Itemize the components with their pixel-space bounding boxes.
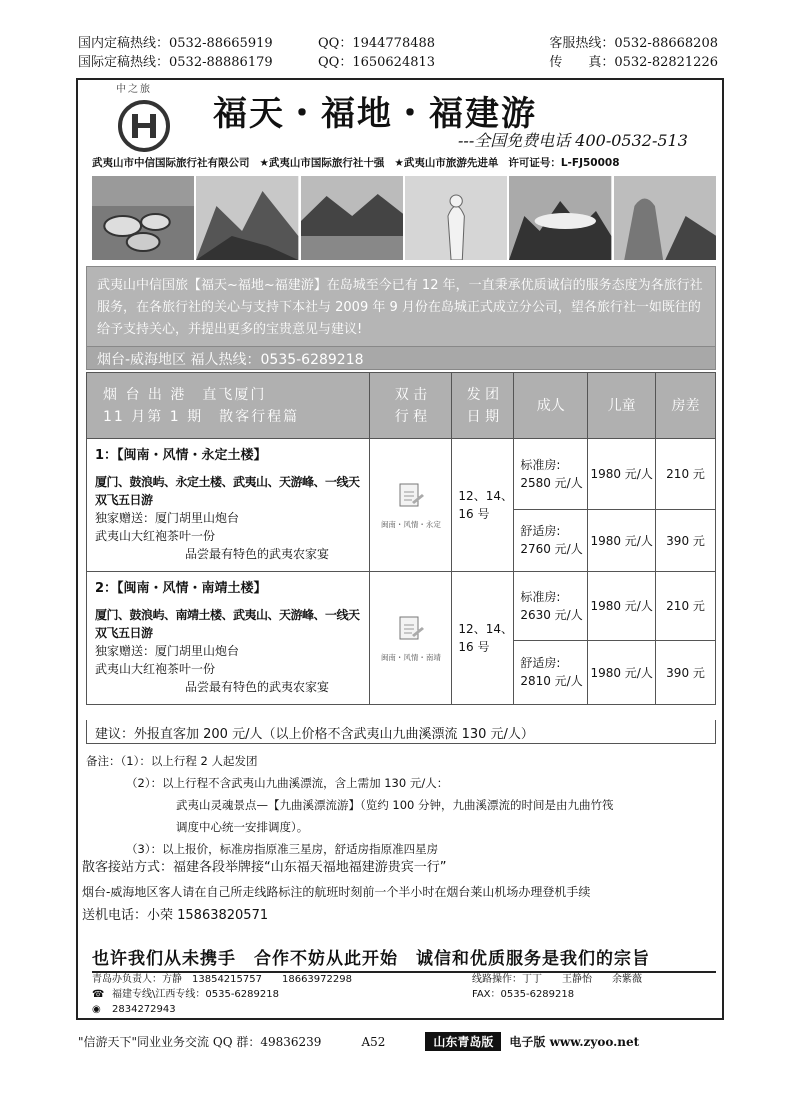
document-icon[interactable] bbox=[376, 613, 446, 661]
office-fax: FAX：0535-6289218 bbox=[472, 989, 575, 1000]
price-advice: 建议：外报直客加 200 元/人（以上价格不含武夷山九曲溪漂流 130 元/人） bbox=[86, 720, 716, 744]
remark-2c: 调度中心统一安排调度）。 bbox=[176, 820, 309, 834]
edition-badge: 山东青岛版 bbox=[425, 1032, 501, 1051]
scenery-photos bbox=[92, 176, 716, 260]
remarks bbox=[86, 750, 716, 860]
logo-text: 中之旅 bbox=[116, 84, 152, 95]
itinerary-table bbox=[86, 372, 716, 705]
office-qq: 2834272943 bbox=[112, 1004, 176, 1015]
photo-rock-sign bbox=[614, 176, 716, 260]
route-2-comfort-label: 舒适房: bbox=[520, 656, 561, 671]
intro-paragraph: 武夷山中信国旅【福天~福地~福建游】在岛城至今已有 12 年，一直秉承优质诚信的服务态度为各旅行社服务，在各旅行社的关心与支持下本社与 2009 年 9 月份在岛城正式成立分公司，望各旅行社一如既往的给予支持关心，并提出更多的宝贵意见与建议! bbox=[86, 266, 716, 350]
company-name: 武夷山市中信国际旅行社有限公司 bbox=[92, 157, 250, 169]
route-2-gift2: 武夷山大红袍茶叶一份 bbox=[95, 662, 216, 676]
route-2-gift1: 独家赠送：厦门胡里山炮台 bbox=[95, 644, 240, 658]
route-2-title: 2：【闽南・风情・南靖土楼】 bbox=[95, 581, 267, 596]
checkin-notice: 烟台-威海地区客人请在自己所走线路标注的航班时刻前一个半小时在烟台莱山机场办理登机手续 bbox=[82, 885, 591, 899]
route-1-thumb-caption: 闽南・风情・永定 bbox=[380, 520, 441, 529]
qq-icon: ◉ bbox=[92, 1004, 101, 1015]
route-2-itinerary-link[interactable] bbox=[370, 572, 452, 705]
toll-free-hotline: ---全国免费电话 400-0532-513 bbox=[458, 131, 688, 150]
route-1-title: 1：【闽南・风情・永定土楼】 bbox=[95, 448, 267, 463]
office-manager: 青岛办负责人：方静 13854215757 18663972298 bbox=[92, 974, 352, 985]
ad-header bbox=[78, 80, 722, 175]
photo-cloud-peak bbox=[509, 176, 611, 260]
remark-1: 备注：（1）：以上行程 2 人起发团 bbox=[86, 754, 258, 768]
table-title-line1: 烟 台 出 港 直飞厦门 bbox=[103, 386, 267, 403]
domestic-qq: QQ：1944778488 bbox=[318, 36, 436, 51]
pickup-info bbox=[82, 856, 718, 928]
award-top-ten: ★武夷山市国际旅行社十强 bbox=[259, 157, 385, 169]
route-2-meal: 品尝最有特色的武夷农家宴 bbox=[185, 680, 330, 694]
route-2-thumb-caption: 闽南・风情・南靖 bbox=[380, 653, 441, 662]
route-2-desc: 厦门、鼓浪屿、南靖土楼、武夷山、天游峰、一线天双飞五日游 bbox=[95, 608, 360, 640]
route-1-std-price: 2580 元/人 bbox=[520, 475, 583, 490]
fax-number: 传 真：0532-82821226 bbox=[549, 55, 718, 70]
office-operator: 线路操作：丁丁 王静怡 余紫薇 bbox=[472, 974, 642, 985]
route-2-dates: 12、14、16 号 bbox=[452, 572, 514, 705]
col-room-diff: 房差 bbox=[656, 373, 716, 439]
col-adult: 成人 bbox=[514, 373, 588, 439]
route-2-info bbox=[87, 572, 370, 705]
col-dates-line2: 日 期 bbox=[466, 408, 500, 425]
route-1-std-diff: 210 元 bbox=[656, 439, 716, 510]
company-logo-icon bbox=[106, 86, 184, 156]
route-1-gift2: 武夷山大红袍茶叶一份 bbox=[95, 529, 216, 543]
table-title-line2: 11 月第 1 期 散客行程篇 bbox=[103, 408, 300, 425]
route-1-meal: 品尝最有特色的武夷农家宴 bbox=[185, 547, 330, 561]
photo-mountain bbox=[196, 176, 298, 260]
col-dates-line1: 发 团 bbox=[466, 386, 500, 403]
route-1-dates: 12、14、16 号 bbox=[452, 439, 514, 572]
route-2-std-child: 1980 元/人 bbox=[588, 572, 656, 641]
pickup-method: 散客接站方式：福建各段举牌接“山东福天福地福建游贵宾一行” bbox=[82, 860, 447, 875]
phone-icon: ☎ bbox=[92, 989, 105, 1000]
page-number: A52 bbox=[361, 1034, 386, 1049]
page-footer bbox=[78, 1032, 720, 1051]
route-2-comfort-child: 1980 元/人 bbox=[588, 640, 656, 705]
route-2-comfort-adult bbox=[514, 640, 588, 705]
document-icon[interactable] bbox=[376, 480, 446, 528]
closing-banner: 也许我们从未携手 合作不妨从此开始 诚信和优质服务是我们的宗旨 bbox=[92, 944, 716, 973]
award-advanced: ★武夷山市旅游先进单 bbox=[394, 157, 499, 169]
route-2-std-label: 标准房: bbox=[520, 589, 561, 604]
remark-2b: 武夷山灵魂景点—【九曲溪漂流游】（览约 100 分钟，九曲溪漂流的时间是由九曲竹筏 bbox=[176, 798, 614, 812]
col-dates bbox=[452, 373, 514, 439]
route-1-comfort-child: 1980 元/人 bbox=[588, 509, 656, 571]
epub-link[interactable]: 电子版 www.zyoo.net bbox=[509, 1035, 640, 1049]
top-contacts bbox=[78, 34, 718, 72]
ad-frame bbox=[76, 78, 724, 1020]
photo-river bbox=[301, 176, 403, 260]
route-1-std-label: 标准房: bbox=[520, 457, 561, 472]
col-itinerary-line2: 行 程 bbox=[394, 408, 428, 425]
remark-2: （2）：以上行程不含武夷山九曲溪漂流，含上需加 130 元/人： bbox=[126, 776, 449, 790]
route-1-std-child: 1980 元/人 bbox=[588, 439, 656, 510]
credentials-row bbox=[92, 155, 712, 170]
region-hotline: 烟台-威海地区 福人热线：0535-6289218 bbox=[86, 346, 716, 370]
route-2-comfort-diff: 390 元 bbox=[656, 640, 716, 705]
office-fujian-line: 福建专线\江西专线：0535-6289218 bbox=[112, 989, 279, 1000]
route-1-comfort-price: 2760 元/人 bbox=[520, 542, 583, 557]
route-1-gift1: 独家赠送：厦门胡里山炮台 bbox=[95, 511, 240, 525]
col-itinerary-line1: 双 击 bbox=[394, 386, 428, 403]
office-contacts bbox=[92, 972, 716, 1017]
ad-slogan: 福天・福地・福建游 bbox=[213, 94, 537, 134]
table-row bbox=[87, 572, 716, 641]
dropoff-phone: 送机电话：小荣 15863820571 bbox=[82, 908, 269, 923]
route-1-desc: 厦门、鼓浪屿、永定土楼、武夷山、天游峰、一线天双飞五日游 bbox=[95, 475, 360, 507]
domestic-hotline: 国内定稿热线：0532-88665919 bbox=[78, 36, 273, 51]
route-1-comfort-adult bbox=[514, 509, 588, 571]
route-1-comfort-label: 舒适房: bbox=[520, 524, 561, 539]
col-child: 儿童 bbox=[588, 373, 656, 439]
route-2-std-price: 2630 元/人 bbox=[520, 607, 583, 622]
license-number: 许可证号：L-FJ50008 bbox=[508, 157, 620, 169]
route-1-itinerary-link[interactable] bbox=[370, 439, 452, 572]
table-title-cell bbox=[87, 373, 370, 439]
photo-tulou bbox=[92, 176, 194, 260]
remark-3: （3）：以上报价，标准房指原准三星房，舒适房指原准四星房 bbox=[126, 842, 439, 856]
route-2-comfort-price: 2810 元/人 bbox=[520, 674, 583, 689]
intl-hotline: 国际定稿热线：0532-88886179 bbox=[78, 55, 273, 70]
intl-qq: QQ：1650624813 bbox=[318, 55, 436, 70]
qq-group: "信游天下"同业业务交流 QQ 群：49836239 bbox=[78, 1035, 322, 1049]
col-itinerary bbox=[370, 373, 452, 439]
table-header-row bbox=[87, 373, 716, 439]
table-row bbox=[87, 439, 716, 510]
route-2-std-diff: 210 元 bbox=[656, 572, 716, 641]
route-1-comfort-diff: 390 元 bbox=[656, 509, 716, 571]
photo-statue bbox=[405, 176, 507, 260]
route-2-std-adult bbox=[514, 572, 588, 641]
route-1-std-adult bbox=[514, 439, 588, 510]
service-hotline: 客服热线：0532-88668208 bbox=[549, 36, 718, 51]
route-1-info bbox=[87, 439, 370, 572]
